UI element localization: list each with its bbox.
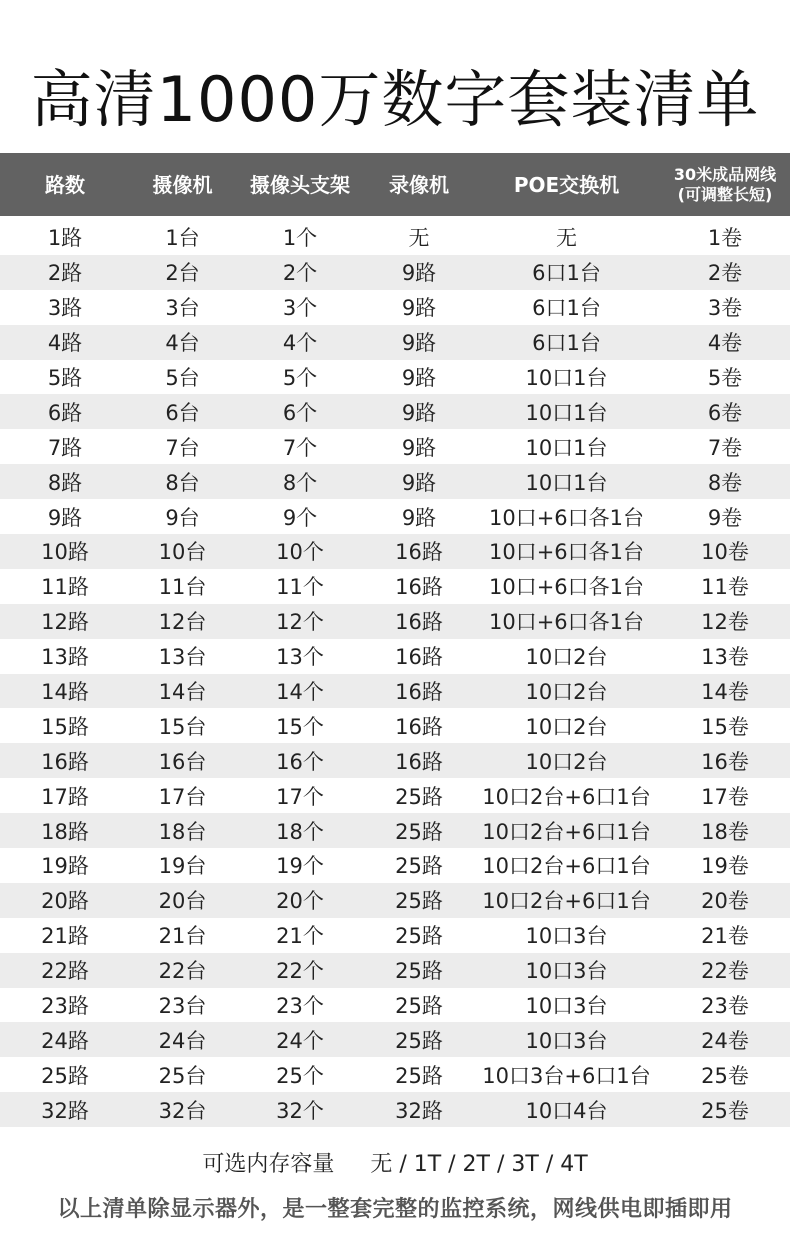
cell-bracket: 15个: [276, 714, 324, 739]
cell-channels: 4路: [47, 331, 83, 356]
table-row: [0, 674, 790, 709]
cell-camera: 9台: [165, 505, 200, 530]
table-header: [0, 153, 790, 216]
cell-poe-switch: 10口1台: [525, 400, 608, 425]
cell-bracket: 16个: [276, 749, 324, 774]
cell-bracket: 2个: [282, 261, 318, 286]
cell-poe-switch: 10口+6口各1台: [488, 575, 645, 600]
cell-poe-switch: 10口3台: [525, 1028, 608, 1053]
table-row: [0, 918, 790, 953]
cell-recorder: 9路: [401, 296, 437, 321]
table-body: [0, 220, 790, 1127]
cell-recorder: 9路: [401, 470, 437, 495]
table-row: [0, 325, 790, 360]
cell-channels: 5路: [47, 366, 83, 390]
cell-poe-switch: 10口1台: [525, 435, 608, 460]
table-row: [0, 534, 790, 569]
cell-recorder: 无: [408, 226, 430, 251]
cell-cable: 25卷: [701, 1098, 749, 1123]
table-row: [0, 743, 790, 778]
cell-poe-switch: 10口2台: [525, 714, 608, 739]
cell-bracket: 20个: [276, 889, 324, 914]
cell-bracket: 3个: [282, 296, 318, 321]
cell-cable: 18卷: [701, 819, 749, 844]
cell-bracket: 22个: [276, 959, 324, 984]
cell-bracket: 18个: [276, 819, 324, 844]
cell-poe-switch: 10口+6口各1台: [488, 505, 645, 530]
cell-camera: 3台: [165, 296, 200, 321]
cell-camera: 8台: [165, 470, 200, 495]
cell-channels: 20路: [41, 889, 89, 914]
cell-camera: 16台: [158, 749, 207, 774]
cell-cable: 19卷: [701, 854, 749, 879]
cell-camera: 2台: [165, 261, 200, 286]
cell-camera: 23台: [158, 994, 207, 1019]
cell-recorder: 25路: [395, 784, 443, 809]
cell-cable: 25卷: [701, 1063, 749, 1088]
cell-poe-switch: 10口2台: [525, 680, 608, 705]
cell-channels: 10路: [41, 540, 89, 565]
cell-cable: 4卷: [707, 331, 743, 356]
cell-bracket: 25个: [276, 1063, 324, 1088]
cell-channels: 18路: [41, 819, 89, 844]
cell-poe-switch: 10口2台+6口1台: [482, 854, 651, 879]
cell-channels: 24路: [41, 1028, 89, 1053]
cell-camera: 13台: [158, 645, 207, 670]
header-channels: 路数: [45, 172, 85, 197]
table-row: [0, 1022, 790, 1057]
table-row: [0, 848, 790, 883]
cell-cable: 17卷: [701, 784, 749, 809]
table-row: [0, 499, 790, 534]
table-row: [0, 778, 790, 813]
cell-bracket: 7个: [282, 435, 318, 460]
cell-cable: 15卷: [701, 714, 749, 739]
cell-camera: 20台: [158, 889, 207, 914]
cell-channels: 11路: [41, 575, 89, 600]
cell-camera: 18台: [158, 819, 207, 844]
cell-channels: 3路: [47, 296, 83, 321]
cell-camera: 24台: [158, 1028, 207, 1053]
cell-channels: 25路: [41, 1063, 89, 1088]
cell-cable: 23卷: [701, 994, 749, 1019]
cell-channels: 6路: [47, 400, 83, 425]
header-network-cable-line1: 30米成品网线: [673, 164, 777, 184]
cell-recorder: 25路: [395, 889, 443, 914]
cell-poe-switch: 无: [556, 226, 577, 251]
cell-recorder: 16路: [395, 680, 443, 705]
cell-cable: 10卷: [701, 540, 749, 565]
cell-bracket: 14个: [276, 680, 324, 705]
cell-camera: 32台: [158, 1098, 207, 1123]
cell-poe-switch: 10口1台: [525, 470, 608, 495]
cell-poe-switch: 10口3台: [525, 994, 608, 1019]
header-camera-bracket: 摄像头支架: [250, 172, 350, 197]
cell-cable: 8卷: [707, 470, 743, 495]
cell-cable: 1卷: [707, 226, 743, 251]
cell-cable: 14卷: [701, 680, 749, 705]
cell-cable: 13卷: [701, 645, 749, 670]
table-row: [0, 569, 790, 604]
cell-recorder: 25路: [395, 854, 443, 879]
cell-channels: 16路: [41, 749, 89, 774]
table-row: [0, 604, 790, 639]
cell-poe-switch: 10口+6口各1台: [488, 540, 645, 565]
table-row: [0, 1057, 790, 1092]
cell-poe-switch: 10口2台+6口1台: [482, 819, 651, 844]
cell-cable: 24卷: [701, 1028, 749, 1053]
cell-channels: 21路: [41, 924, 89, 949]
cell-recorder: 32路: [395, 1098, 443, 1123]
table-row: [0, 708, 790, 743]
cell-poe-switch: 6口1台: [532, 331, 601, 356]
cell-camera: 14台: [158, 680, 207, 705]
table-row: [0, 394, 790, 429]
cell-poe-switch: 10口3台+6口1台: [482, 1063, 651, 1088]
cell-bracket: 10个: [276, 540, 324, 565]
cell-poe-switch: 10口2台: [525, 749, 608, 774]
cell-channels: 32路: [41, 1098, 89, 1123]
table-row: [0, 1092, 790, 1127]
cell-camera: 7台: [165, 435, 200, 460]
cell-channels: 1路: [47, 226, 83, 251]
cell-cable: 11卷: [701, 575, 749, 600]
header-recorder: 录像机: [389, 172, 449, 197]
cell-cable: 7卷: [707, 435, 743, 460]
cell-recorder: 25路: [395, 1063, 443, 1088]
cell-bracket: 1个: [282, 226, 318, 251]
cell-recorder: 9路: [401, 400, 437, 425]
table-row: [0, 360, 790, 395]
cell-recorder: 16路: [395, 575, 443, 600]
cell-bracket: 21个: [276, 924, 324, 949]
footer-note: 以上清单除显示器外，是一整套完整的监控系统，网线供电即插即用: [57, 1197, 733, 1222]
cell-recorder: 9路: [401, 505, 437, 530]
cell-recorder: 16路: [395, 749, 443, 774]
cell-channels: 23路: [41, 994, 89, 1019]
cell-bracket: 5个: [282, 366, 318, 390]
cell-recorder: 16路: [395, 540, 443, 565]
cell-recorder: 25路: [395, 959, 443, 984]
cell-channels: 19路: [41, 854, 89, 879]
page-title: 高清1000万数字套装清单: [30, 63, 760, 136]
cell-camera: 22台: [158, 959, 207, 984]
cell-channels: 15路: [41, 714, 89, 739]
table-row: [0, 813, 790, 848]
cell-poe-switch: 10口4台: [525, 1098, 608, 1123]
cell-camera: 4台: [165, 331, 200, 356]
cell-poe-switch: 6口1台: [532, 296, 601, 321]
cell-channels: 12路: [41, 610, 89, 635]
cell-camera: 5台: [165, 366, 200, 390]
cell-cable: 16卷: [701, 749, 749, 774]
table-row: [0, 429, 790, 464]
table-row: [0, 953, 790, 988]
cell-channels: 22路: [41, 959, 89, 984]
storage-options: [0, 1146, 790, 1178]
cell-channels: 2路: [47, 261, 83, 286]
cell-camera: 12台: [158, 610, 207, 635]
cell-cable: 21卷: [701, 924, 749, 949]
cell-camera: 17台: [158, 784, 207, 809]
cell-bracket: 32个: [276, 1098, 324, 1123]
table-row: [0, 255, 790, 290]
cell-channels: 8路: [47, 470, 83, 495]
cell-camera: 1台: [165, 226, 200, 251]
cell-camera: 6台: [165, 400, 200, 425]
cell-bracket: 19个: [276, 854, 324, 879]
cell-camera: 21台: [158, 924, 207, 949]
cell-bracket: 9个: [282, 505, 318, 530]
storage-values: 无 / 1T / 2T / 3T / 4T: [370, 1151, 588, 1177]
cell-bracket: 13个: [276, 645, 324, 670]
cell-poe-switch: 10口+6口各1台: [488, 610, 645, 635]
cell-recorder: 9路: [401, 331, 437, 356]
cell-channels: 14路: [41, 680, 89, 705]
cell-bracket: 23个: [276, 994, 324, 1019]
cell-recorder: 25路: [395, 924, 443, 949]
cell-recorder: 16路: [395, 645, 443, 670]
cell-camera: 15台: [158, 714, 207, 739]
header-poe-switch: POE交换机: [513, 172, 620, 197]
table-row: [0, 464, 790, 499]
cell-poe-switch: 10口2台: [525, 645, 608, 670]
cell-bracket: 6个: [282, 400, 318, 425]
cell-channels: 7路: [47, 435, 83, 460]
cell-bracket: 12个: [276, 610, 324, 635]
cell-poe-switch: 10口3台: [525, 924, 608, 949]
cell-recorder: 16路: [395, 610, 443, 635]
cell-recorder: 16路: [395, 714, 443, 739]
cell-poe-switch: 10口1台: [525, 366, 608, 390]
cell-cable: 3卷: [707, 296, 743, 321]
cell-bracket: 24个: [276, 1028, 324, 1053]
cell-cable: 6卷: [707, 400, 743, 425]
header-network-cable: [660, 165, 790, 205]
cell-camera: 11台: [158, 575, 207, 600]
cell-cable: 5卷: [707, 366, 743, 390]
cell-camera: 25台: [158, 1063, 207, 1088]
storage-label: 可选内存容量: [202, 1151, 335, 1177]
cell-camera: 19台: [158, 854, 207, 879]
cell-channels: 9路: [47, 505, 83, 530]
header-camera: 摄像机: [152, 172, 213, 197]
table-row: [0, 639, 790, 674]
cell-channels: 13路: [41, 645, 89, 670]
header-network-cable-line2: (可调整长短): [677, 184, 773, 204]
cell-recorder: 9路: [401, 261, 437, 286]
cell-poe-switch: 10口3台: [525, 959, 608, 984]
cell-bracket: 11个: [276, 575, 324, 600]
cell-bracket: 8个: [282, 470, 318, 495]
table-row: [0, 220, 790, 255]
cell-bracket: 17个: [276, 784, 324, 809]
cell-recorder: 25路: [395, 819, 443, 844]
cell-cable: 22卷: [701, 959, 749, 984]
table-row: [0, 290, 790, 325]
table-row: [0, 988, 790, 1023]
cell-bracket: 4个: [282, 331, 318, 356]
cell-recorder: 25路: [395, 994, 443, 1019]
cell-cable: 12卷: [701, 610, 749, 635]
cell-cable: 2卷: [707, 261, 743, 286]
table-row: [0, 883, 790, 918]
cell-poe-switch: 10口2台+6口1台: [482, 784, 651, 809]
cell-poe-switch: 10口2台+6口1台: [482, 889, 651, 914]
cell-recorder: 9路: [401, 366, 437, 390]
cell-channels: 17路: [41, 784, 89, 809]
cell-camera: 10台: [158, 540, 207, 565]
cell-poe-switch: 6口1台: [532, 261, 601, 286]
cell-cable: 9卷: [707, 505, 743, 530]
cell-recorder: 25路: [395, 1028, 443, 1053]
cell-recorder: 9路: [401, 435, 437, 460]
cell-cable: 20卷: [701, 889, 749, 914]
